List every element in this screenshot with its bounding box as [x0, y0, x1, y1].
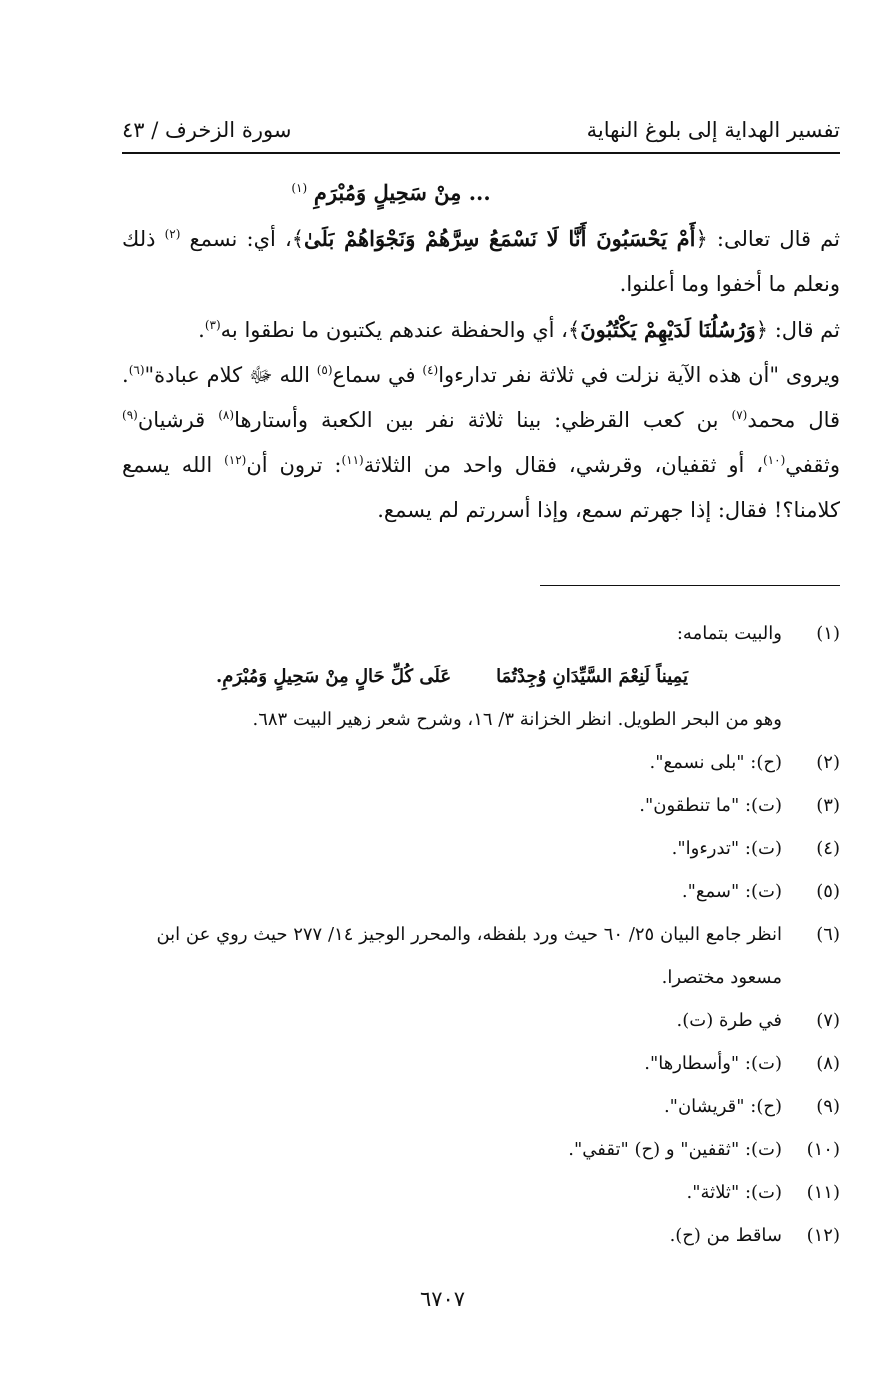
footnote-number: (٩) — [816, 1096, 840, 1117]
poem-hemistich-2: عَلَى كُلِّ حَالٍ مِنْ سَحِيلٍ وَمُبْرَمِ. — [215, 666, 452, 687]
footnote-text: ساقط من (ح). — [669, 1225, 782, 1246]
footnote-6 — [122, 913, 840, 999]
footnote-ref[interactable]: (١) — [291, 181, 308, 195]
footnote-text: (ت): "وأسطارها". — [644, 1053, 782, 1074]
footnote-ref[interactable]: (٦) — [128, 363, 145, 377]
text-run: ، أو ثقفيان، وقرشي، فقال واحد من الثلاثة — [363, 453, 763, 477]
text-run: ﴾، أي: نسمع — [189, 227, 305, 251]
footnote-text: (ت): "ثقفين" و (ح) "تقفي". — [568, 1139, 782, 1160]
footnote-text: (ت): "سمع". — [681, 881, 782, 902]
text-run: ذلك ونعلم ما أخفوا وما أعلنوا. — [122, 227, 840, 296]
paragraph-1 — [122, 216, 840, 307]
footnote-text: والبيت بتمامه: — [676, 623, 782, 644]
footnote-number: (٤) — [816, 838, 840, 859]
footnote-number: (٦) — [816, 924, 840, 945]
footnote-text: (ت): "ما تنطقون". — [639, 795, 782, 816]
text-run: في سماع — [332, 363, 416, 387]
text-run: الله يسمع كلامنا؟! فقال: إذا جهرتم سمع، وإذا أسررتم لم يسمع. — [122, 453, 840, 522]
text-run: : ترون أن — [246, 453, 342, 477]
footnote-7 — [122, 999, 840, 1042]
footnote-text: (ح): "بلى نسمع". — [649, 752, 782, 773]
footnote-1-source — [122, 698, 840, 741]
footnote-ref[interactable]: (٣) — [204, 318, 221, 332]
footnote-text: (ت): "ثلاثة". — [686, 1182, 782, 1203]
paragraph-2: ثم قال: ﴿وَرُسُلُنَا لَدَيْهِمْ يَكْتُبُونَ﴾، أي والحفظة عندهم يكتبون ما نطقوا به$^{(٣)}$. — [198, 317, 840, 342]
footnote-2 — [122, 741, 840, 784]
footnote-text: في طرة (ت). — [676, 1010, 782, 1031]
poem-hemistich-1: يَمِيناً لَنِعْمَ السَّيِّدَانِ وُجِدْتُمَا — [496, 666, 689, 687]
footnote-8 — [122, 1042, 840, 1085]
footnote-ref[interactable]: (٥) — [316, 363, 333, 377]
footnote-9 — [122, 1085, 840, 1128]
text-run: بن كعب القرظي: بينا ثلاثة نفر بين الكعبة وأستارها — [234, 408, 719, 432]
footnote-ref[interactable]: (٤) — [422, 363, 439, 377]
footnote-divider — [540, 585, 840, 586]
footnote-number: (٧) — [816, 1010, 840, 1031]
footnote-number: (١١) — [806, 1182, 840, 1203]
footnote-number: (٨) — [816, 1053, 840, 1074]
footnote-ref[interactable]: (٩) — [122, 408, 138, 422]
footnote-ref[interactable]: (٢) — [164, 227, 181, 241]
footnote-ref[interactable]: (١١) — [341, 453, 364, 467]
footnote-text: انظر جامع البيان ٢٥/ ٦٠ حيث ورد بلفظه، والمحرر الوجيز ١٤/ ٢٧٧ حيث روي عن ابن مسعود مختصرا. — [156, 924, 782, 988]
footnote-ref[interactable]: (٧) — [731, 408, 748, 422]
footnote-5 — [122, 870, 840, 913]
text-run: . قال محمد — [122, 363, 841, 432]
main-text — [122, 170, 840, 533]
quran-verse: أَمْ يَحْسَبُونَ أَنَّا لَا نَسْمَعُ سِرَّهُمْ وَنَجْوَاهُمْ بَلَىٰ — [304, 226, 696, 251]
footnote-11 — [122, 1171, 840, 1214]
footnote-number: (٣) — [816, 795, 840, 816]
verse-fragment: ... مِنْ سَحِيلٍ وَمُبْرَمِ — [313, 180, 491, 205]
footnote-text: (ت): "تدرءوا". — [671, 838, 782, 859]
text-run: قرشيان — [137, 408, 206, 432]
footnote-text: وهو من البحر الطويل. انظر الخزانة ٣/ ١٦، وشرح شعر زهير البيت ٦٨٣. — [252, 709, 782, 730]
footnote-3 — [122, 784, 840, 827]
verse-fragment-line — [122, 170, 840, 216]
text-run: وثقفي — [785, 453, 840, 477]
surah-title: سورة الزخرف / ٤٣ — [122, 118, 292, 142]
footnote-ref[interactable]: (١٢) — [224, 453, 247, 467]
footnote-number: (٥) — [816, 881, 840, 902]
running-header — [122, 112, 840, 148]
text-run: ويروى "أن هذه الآية نزلت في ثلاثة نفر تدارءوا — [438, 363, 840, 387]
paragraph-3 — [122, 353, 840, 533]
page-number: ٦٧٠٧ — [419, 1287, 466, 1311]
footnotes — [122, 612, 840, 1257]
footnote-10 — [122, 1128, 840, 1171]
footnote-12 — [122, 1214, 840, 1257]
header-divider — [122, 152, 840, 154]
footnote-number: (١٠) — [806, 1139, 840, 1160]
footnote-number: (١٢) — [806, 1225, 840, 1246]
footnote-ref[interactable]: (٨) — [218, 408, 235, 422]
book-title: تفسير الهداية إلى بلوغ النهاية — [586, 118, 840, 142]
footnote-4 — [122, 827, 840, 870]
footnote-1 — [122, 612, 840, 655]
text-run: ثم قال: ﴿ — [755, 318, 840, 342]
footnote-number: (١) — [816, 623, 840, 644]
text-run: ثم قال تعالى: ﴿ — [695, 227, 840, 251]
quran-verse: وَرُسُلُنَا لَدَيْهِمْ يَكْتُبُونَ — [580, 317, 756, 342]
footnote-ref[interactable]: (١٠) — [762, 453, 786, 467]
poem-verse — [122, 655, 840, 698]
footnote-number: (٢) — [816, 752, 840, 773]
text-run: الله ﷻ كلام عبادة" — [144, 363, 310, 387]
text-run: ﴾، أي والحفظة عندهم يكتبون ما نطقوا به — [220, 318, 581, 342]
footnote-text: (ح): "قريشان". — [663, 1096, 782, 1117]
